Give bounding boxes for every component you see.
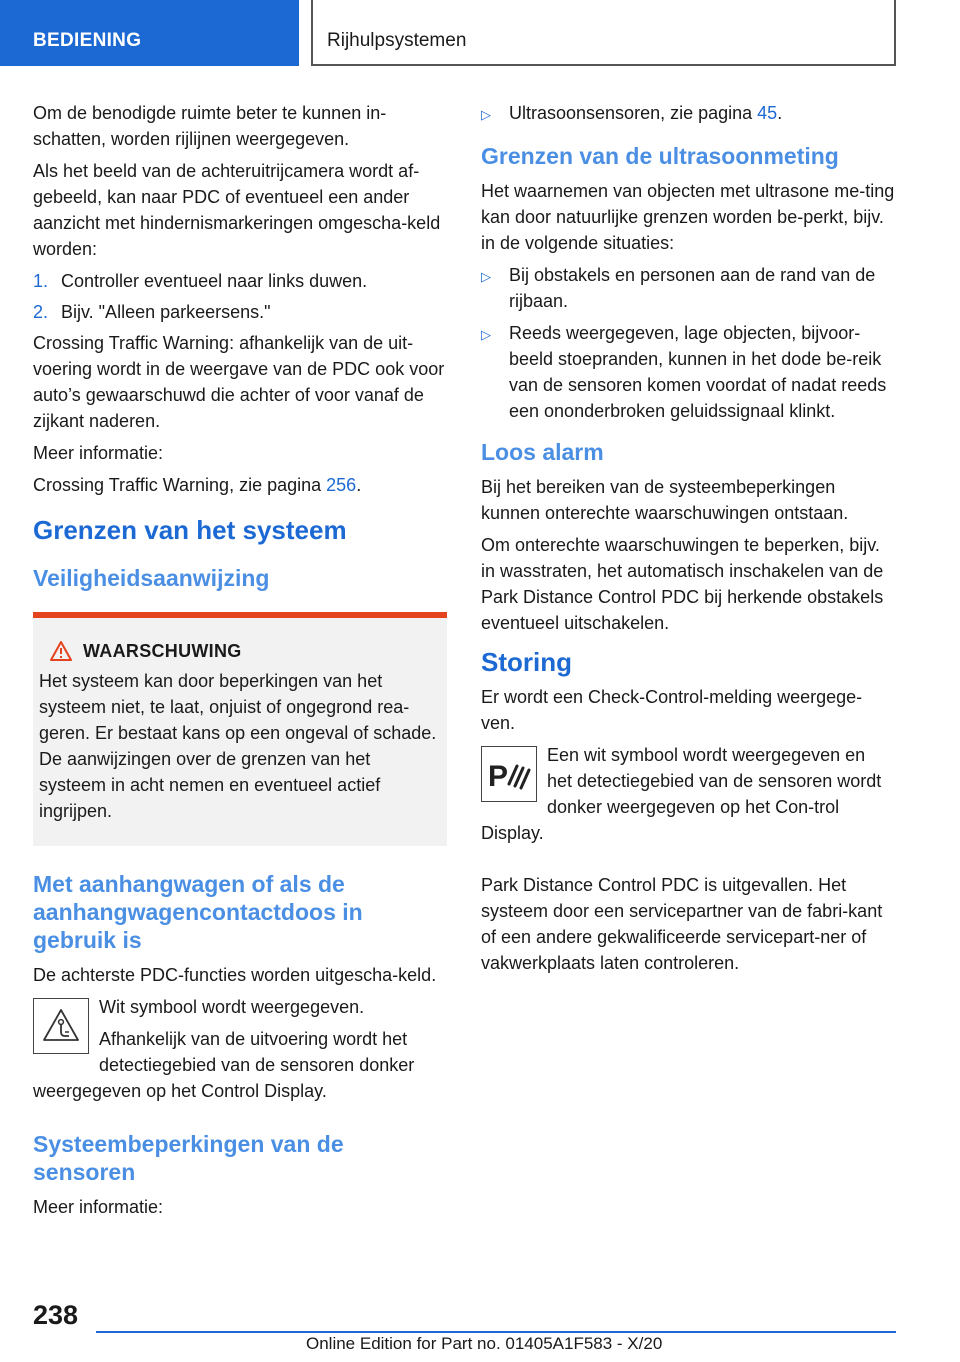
paragraph: Meer informatie: [33, 1197, 164, 1217]
subsection-heading: Systeembeperkingen van de sensoren [33, 1131, 344, 1185]
chapter-title: Rijhulpsystemen [327, 30, 467, 51]
page-link[interactable]: 45 [757, 103, 778, 123]
subsection-heading: Veiligheidsaanwijzing [33, 565, 270, 591]
paragraph: Bij het bereiken van de systeembeperkingen kunnen onterechte waarschuwingen ontstaan. [481, 477, 849, 523]
warning-text: Het systeem kan door beperkingen van het systeem niet, te laat, onjuist of ongegrond rea-geren. Er bestaat kans op een ongeval of schade. De aanwijzingen over de grenzen van het systeem in acht nemen en eventueel actief ingrijpen. [39, 671, 437, 821]
right-column [481, 100, 895, 982]
page-number: 238 [33, 1300, 79, 1330]
edition-text: Online Edition for Part no. 01405A1F583 - X/20 [306, 1334, 663, 1353]
paragraph: Het waarnemen van objecten met ultrasone me-ting kan door natuurlijke grenzen worden be-perkt, bijv. in de volgende situaties: [481, 181, 895, 253]
paragraph: Meer informatie: [33, 443, 164, 463]
step-number: 1. [33, 271, 49, 291]
subsection-heading: Grenzen van de ultrasoonmeting [481, 143, 839, 169]
symbol-text: Een wit symbool wordt weergegeven en het detectiegebied van de sensoren wordt donker weergegeven op het Con-trol Display. [481, 745, 882, 843]
page-header [0, 0, 960, 66]
symbol-text: Wit symbool wordt weergegeven. [99, 997, 365, 1017]
paragraph: Crossing Traffic Warning: afhankelijk van de uit-voering wordt in de weergave van de PDC ook voor auto’s gewaarschuwd die achter of voor vanaf de zijkant naderen. [33, 333, 445, 431]
reference-text: Crossing Traffic Warning, zie pagina [33, 475, 327, 495]
warning-box [33, 612, 447, 846]
list-item-text: Bij obstakels en personen aan de rand van de rijbaan. [509, 265, 876, 311]
svg-text:P: P [488, 760, 509, 793]
list-item [481, 320, 895, 424]
step-text: Controller eventueel naar links duwen. [61, 271, 368, 291]
list-item [481, 100, 895, 128]
reference-text: Ultrasoonsensoren, zie pagina [509, 103, 758, 123]
step-item [33, 268, 447, 294]
left-column [33, 100, 447, 1226]
pdc-fault-icon [481, 746, 537, 802]
chapter-tab [311, 0, 896, 66]
bullet-triangle-icon: ▷ [481, 269, 491, 284]
paragraph: Om de benodigde ruimte beter te kunnen in-schatten, worden rijlijnen weergegeven. [33, 103, 387, 149]
warning-title [39, 638, 441, 664]
list-item-text [509, 100, 895, 128]
bullet-triangle-icon: ▷ [481, 327, 491, 342]
step-item [33, 299, 447, 325]
page-footer [0, 1296, 960, 1362]
paragraph [33, 472, 447, 498]
section-title: BEDIENING [33, 30, 142, 51]
symbol-text: Afhankelijk van de uitvoering wordt het detectiegebied van de sensoren donker weergegeven op het Control Display. [33, 1029, 415, 1101]
warning-triangle-icon [39, 638, 83, 664]
subsection-heading: Loos alarm [481, 439, 604, 465]
list-item-text: Reeds weergegeven, lage objecten, bijvoor-beeld stoepranden, kunnen in het dode be-reik van de sensoren komen voordat of nadat reeds een ononderbroken geluidssignaal klinkt. [509, 323, 887, 421]
step-number: 2. [33, 302, 49, 322]
section-heading: Grenzen van het systeem [33, 515, 347, 545]
paragraph: De achterste PDC-functies worden uitgescha-keld. [33, 965, 437, 985]
step-text: Bijv. "Alleen parkeersens." [61, 302, 271, 322]
symbol-block [481, 742, 895, 852]
section-heading: Storing [481, 647, 572, 677]
symbol-block [33, 994, 447, 1110]
reference-end: . [777, 103, 783, 123]
paragraph: Park Distance Control PDC is uitgevallen. Het systeem door een servicepartner van de fabri-kant of een andere gekwalificeerde servicepart-ner of vakwerkplaats laten controleren. [481, 875, 883, 973]
warning-label: WAARSCHUWING [83, 640, 242, 661]
subsection-heading: Met aanhangwagen of als de aanhangwagencontactdoos in gebruik is [33, 871, 363, 953]
paragraph: Als het beeld van de achteruitrijcamera wordt af-gebeeld, kan naar PDC of eventueel een ander aanzicht met hindernismarkeringen omgescha-keld worden: [33, 161, 441, 259]
bullet-triangle-icon: ▷ [481, 107, 491, 122]
trailer-pdc-icon [33, 998, 89, 1054]
page-link[interactable]: 256 [326, 475, 357, 495]
section-tab [0, 0, 299, 66]
list-item [481, 262, 895, 314]
footer-divider [96, 1331, 896, 1333]
paragraph: Om onterechte waarschuwingen te beperken, bijv. in wasstraten, het automatisch inschakelen van de Park Distance Control PDC bij herkende obstakels eventueel uitschakelen. [481, 535, 884, 633]
paragraph: Er wordt een Check-Control-melding weergege-ven. [481, 687, 863, 733]
reference-end: . [356, 475, 362, 495]
